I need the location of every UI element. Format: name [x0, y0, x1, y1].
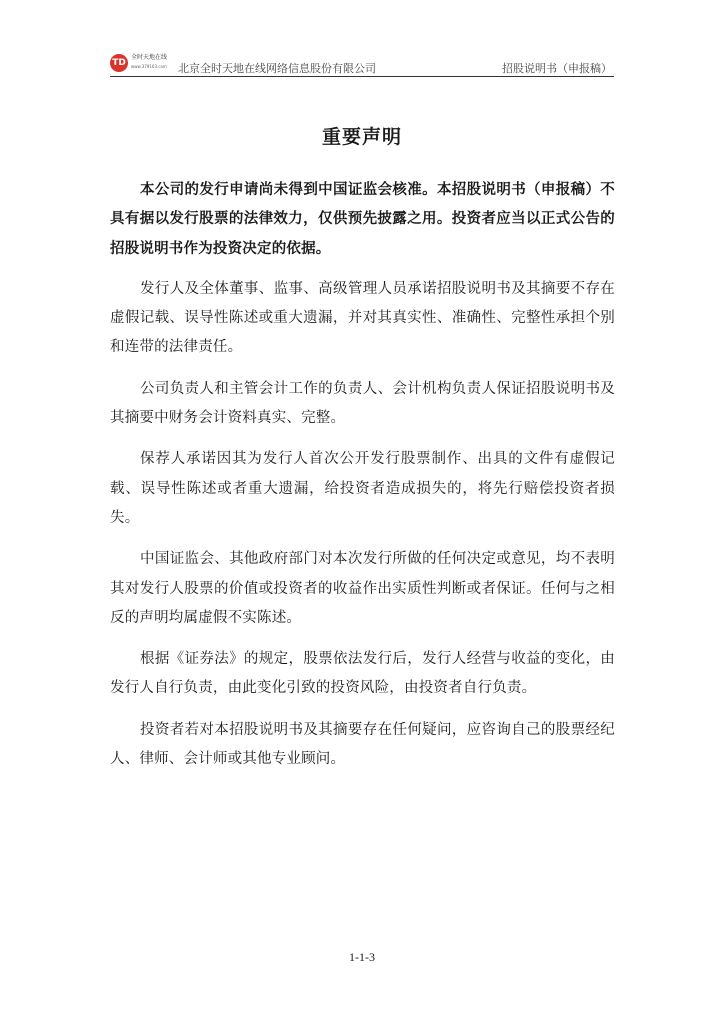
logo-text: 全时天地在线 — [131, 54, 168, 61]
header-company-name: 北京全时天地在线网络信息股份有限公司 — [178, 62, 376, 75]
page-number: 1-1-3 — [349, 950, 375, 964]
header-document-type: 招股说明书（申报稿） — [502, 62, 612, 75]
paragraph: 中国证监会、其他政府部门对本次发行所做的任何决定或意见，均不表明其对发行人股票的价值或投资者的收益作出实质性判断或者保证。任何与之相反的声明均属虚假不实陈述。 — [110, 551, 615, 626]
logo-url: www.379163.com — [131, 64, 167, 69]
statement-body — [110, 175, 615, 786]
paragraph: 保荐人承诺因其为发行人首次公开发行股票制作、出具的文件有虚假记载、误导性陈述或者重大遗漏，给投资者造成损失的，将先行赔偿投资者损失。 — [110, 451, 615, 526]
logo-mark-icon: TD — [110, 54, 128, 72]
page-title: 重要声明 — [321, 126, 402, 148]
header-divider — [110, 76, 614, 77]
paragraph: 公司负责人和主管会计工作的负责人、会计机构负责人保证招股说明书及其摘要中财务会计资料真实、完整。 — [110, 380, 615, 427]
paragraph: 投资者若对本招股说明书及其摘要存在任何疑问，应咨询自己的股票经纪人、律师、会计师或其他专业顾问。 — [110, 721, 615, 768]
paragraph-bold-notice: 本公司的发行申请尚未得到中国证监会核准。本招股说明书（申报稿）不具有据以发行股票的法律效力，仅供预先披露之用。投资者应当以正式公告的招股说明书作为投资决定的依据。 — [110, 181, 615, 257]
company-logo — [110, 52, 174, 74]
paragraph: 发行人及全体董事、监事、高级管理人员承诺招股说明书及其摘要不存在虚假记载、误导性陈述或重大遗漏，并对其真实性、准确性、完整性承担个别和连带的法律责任。 — [110, 280, 615, 356]
page-header — [110, 50, 614, 76]
paragraph: 根据《证券法》的规定，股票依法发行后，发行人经营与收益的变化，由发行人自行负责，由此变化引致的投资风险，由投资者自行负责。 — [110, 651, 615, 697]
